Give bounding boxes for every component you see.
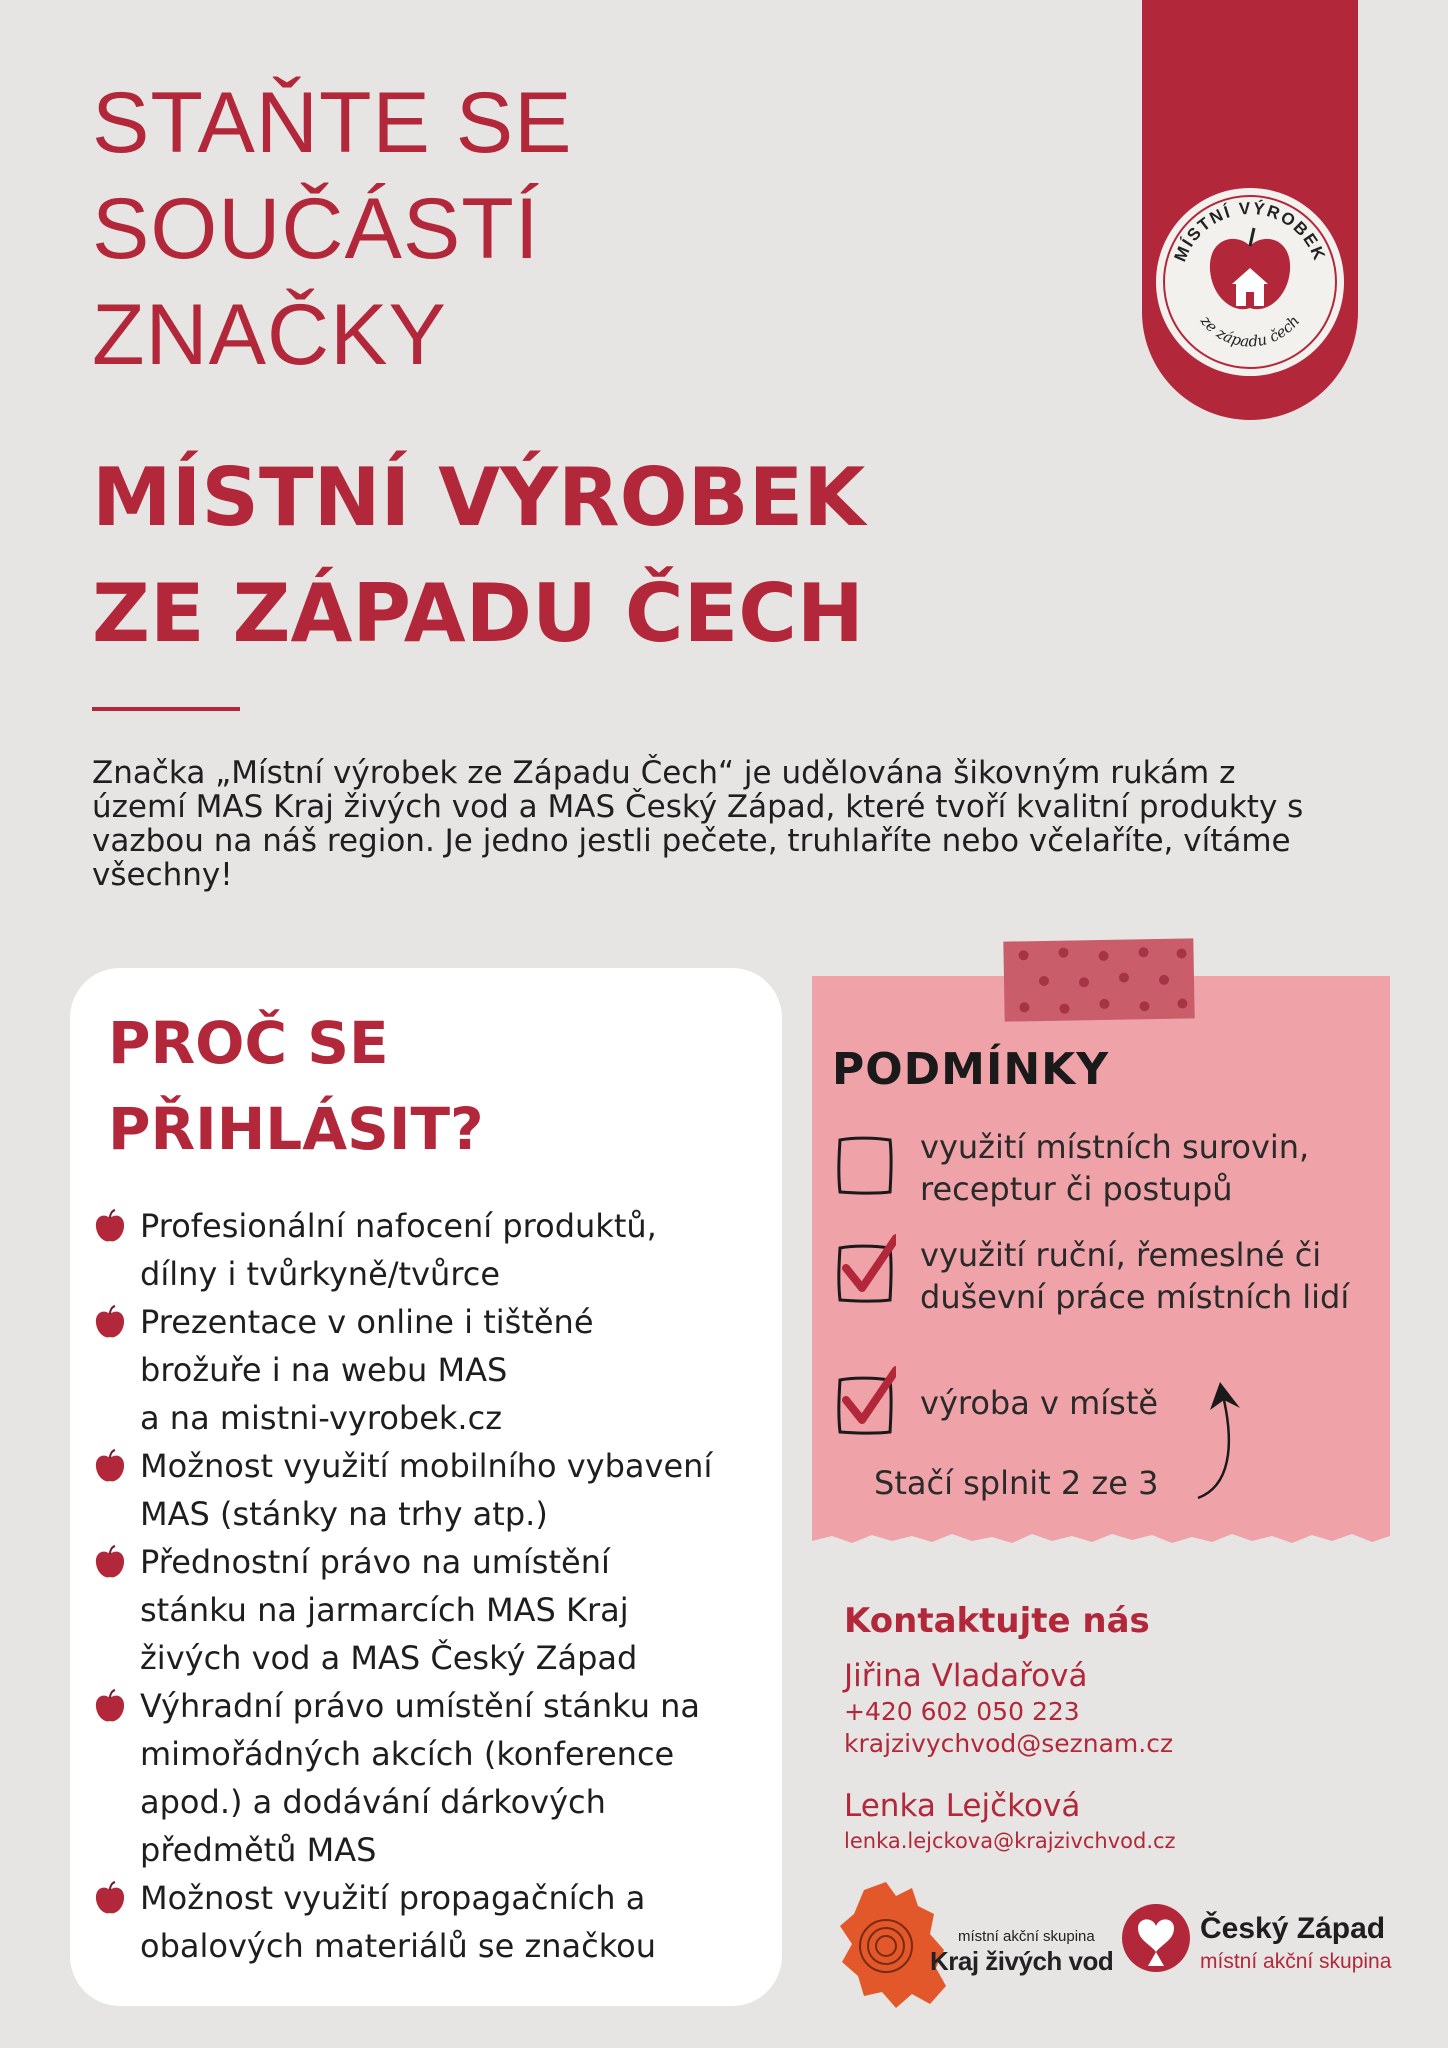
contact-person — [844, 1786, 1176, 1856]
benefit-item — [92, 1442, 772, 1538]
benefit-line: Možnost využití propagačních a — [140, 1879, 646, 1917]
condition-line: využití místních surovin, — [920, 1128, 1310, 1166]
headline — [92, 70, 573, 388]
condition-line: duševní práce místních lidí — [920, 1278, 1350, 1316]
brand-title — [92, 440, 865, 672]
apple-house-seal-icon — [1156, 188, 1344, 376]
benefit-line: stánku na jarmarcích MAS Kraj — [140, 1591, 629, 1629]
benefit-line: brožuře i na webu MAS — [140, 1351, 508, 1389]
benefit-line: živých vod a MAS Český Západ — [140, 1639, 638, 1677]
tape-strip — [1003, 938, 1194, 1021]
kraj-zivych-vod-logo — [834, 1876, 1114, 2016]
conditions-title: PODMÍNKY — [832, 1044, 1110, 1095]
contact-email[interactable]: lenka.lejckova@krajzivchvod.cz — [844, 1829, 1176, 1853]
apple-bullet-icon — [92, 1880, 128, 1916]
apple-bullet-icon — [92, 1448, 128, 1484]
conditions-hint: Stačí splnit 2 ze 3 — [874, 1464, 1159, 1502]
apple-bullet-icon — [92, 1208, 128, 1244]
empty-checkbox-icon — [832, 1130, 896, 1200]
svg-text:MÍSTNÍ VÝROBEK: MÍSTNÍ VÝROBEK — [1170, 198, 1330, 265]
brand-title-line: ZE ZÁPADU ČECH — [92, 567, 864, 660]
title-divider — [92, 707, 240, 711]
cesky-zapad-emblem-icon — [1118, 1900, 1194, 1976]
contact-person — [844, 1656, 1173, 1760]
apple-bullet-icon — [92, 1304, 128, 1340]
svg-text:ze západu čech: ze západu čech — [1196, 311, 1304, 351]
benefit-line: předmětů MAS — [140, 1831, 377, 1869]
headline-line: STAŇTE SE — [92, 75, 573, 171]
benefit-line: dílny i tvůrkyně/tvůrce — [140, 1255, 501, 1293]
curved-arrow-icon — [1190, 1376, 1260, 1506]
headline-line: ZNAČKY — [92, 287, 447, 383]
benefits-title — [108, 1000, 484, 1172]
torn-edge — [812, 1528, 1390, 1546]
polka-dot-pattern — [1003, 938, 1194, 1021]
benefit-item — [92, 1682, 772, 1874]
condition-line: receptur či postupů — [920, 1170, 1233, 1208]
contact-email[interactable]: krajzivychvod@seznam.cz — [844, 1729, 1174, 1758]
cz-name: Český Západ — [1200, 1912, 1386, 1945]
kzv-subtitle: místní akční skupina — [958, 1928, 1095, 1945]
benefit-item — [92, 1202, 772, 1298]
brand-seal-logo — [1156, 188, 1344, 376]
benefit-line: mimořádných akcích (konference — [140, 1735, 675, 1773]
benefit-item — [92, 1298, 772, 1442]
apple-bullet-icon — [92, 1544, 128, 1580]
checked-checkbox-icon — [832, 1234, 896, 1304]
intro-paragraph: Značka „Místní výrobek ze Západu Čech“ je udělována šikovným rukám z území MAS Kraj živých vod a MAS Český Západ, které tvoří kvalitní produkty s vazbou na náš region. Je jedno jestli pečete, truhlaříte nebo včelaříte, vítáme všechny! — [92, 755, 1304, 893]
benefit-line: Možnost využití mobilního vybavení — [140, 1447, 713, 1485]
benefit-line: Výhradní právo umístění stánku na — [140, 1687, 701, 1725]
benefits-title-line: PROČ SE — [108, 1009, 389, 1077]
apple-bullet-icon — [92, 1688, 128, 1724]
benefit-line: a na mistni-vyrobek.cz — [140, 1399, 502, 1437]
checked-checkbox-icon — [832, 1366, 896, 1436]
condition-line: využití ruční, řemeslné či — [920, 1236, 1322, 1274]
benefit-line: Profesionální nafocení produktů, — [140, 1207, 657, 1245]
benefit-item — [92, 1874, 772, 1970]
kzv-name: Kraj živých vod — [930, 1946, 1114, 1976]
benefit-line: obalových materiálů se značkou — [140, 1927, 656, 1965]
benefit-item — [92, 1538, 772, 1682]
contact-phone[interactable]: +420 602 050 223 — [844, 1697, 1080, 1726]
cesky-zapad-logo — [1118, 1900, 1428, 2000]
cz-subtitle: místní akční skupina — [1200, 1950, 1392, 1973]
headline-line: SOUČÁSTÍ — [92, 181, 540, 277]
contact-name: Lenka Lejčková — [844, 1788, 1081, 1824]
contact-title: Kontaktujte nás — [844, 1601, 1150, 1641]
contact-name: Jiřina Vladařová — [844, 1658, 1088, 1694]
benefits-title-line: PŘIHLÁSIT? — [108, 1095, 484, 1163]
benefit-line: Přednostní právo na umístění — [140, 1543, 610, 1581]
benefit-line: MAS (stánky na trhy atp.) — [140, 1495, 548, 1533]
benefit-line: apod.) a dodávání dárkových — [140, 1783, 606, 1821]
condition-line: výroba v místě — [920, 1384, 1159, 1422]
brand-title-line: MÍSTNÍ VÝROBEK — [92, 451, 866, 544]
benefit-line: Prezentace v online i tištěné — [140, 1303, 594, 1341]
benefits-list — [92, 1202, 772, 1970]
